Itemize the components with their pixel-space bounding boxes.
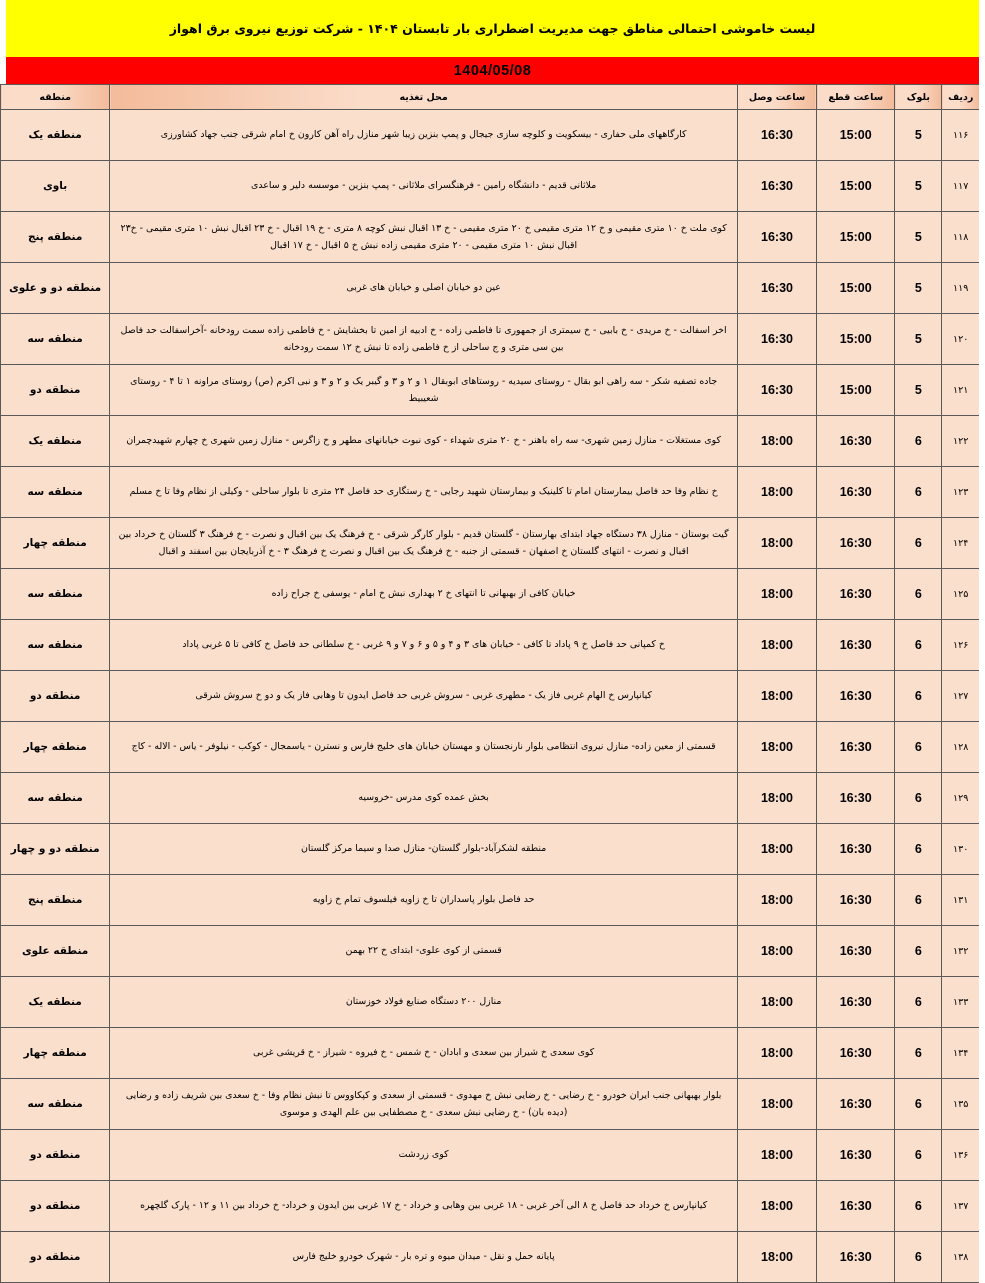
block-cell: 6 <box>895 1079 942 1130</box>
table-row <box>1 875 983 926</box>
region-cell: منطقه دو و علوی <box>1 263 110 314</box>
outage-end-cell: 18:00 <box>737 977 816 1028</box>
block-cell: 5 <box>895 212 942 263</box>
region-cell: منطقه دو <box>1 1232 110 1283</box>
block-cell: 6 <box>895 824 942 875</box>
block-cell: 6 <box>895 977 942 1028</box>
row-number-cell: ۱۲۷ <box>942 671 982 722</box>
outage-start-cell: 16:30 <box>817 467 895 518</box>
block-cell: 6 <box>895 620 942 671</box>
feed-location-cell: خیابان کافی از بهبهانی تا انتهای خ ۲ بهداری نبش خ امام - یوسفی خ جراح زاده <box>110 569 738 620</box>
feed-location-cell: کیانپارس خ خرداد حد فاصل خ ۸ الی آخر غربی - ۱۸ غربی بین وهابی و خرداد - خ ۱۷ غربی بین ایدون و خرداد- خ خرداد بین ۱۱ و ۱۲ - پارک گلچهره <box>110 1181 738 1232</box>
title-banner <box>0 0 985 57</box>
feed-location-cell: بلوار بهبهانی جنب ایران خودرو - خ رضایی - خ رضایی نبش خ مهدوی - قسمتی از سعدی و کپکاووس تا نبش نظام وفا - خ سعدی بین شریف زاده و رضایی (دیده بان) - خ رضایی نبش سعدی - خ مصطفایی بین علم الهدی و موسوی <box>110 1079 738 1130</box>
table-row <box>1 773 983 824</box>
block-cell: 6 <box>895 569 942 620</box>
table-row <box>1 365 983 416</box>
block-cell: 6 <box>895 722 942 773</box>
outage-end-cell: 18:00 <box>737 773 816 824</box>
row-number-cell: ۱۲۳ <box>942 467 982 518</box>
feed-location-cell: اخر اسفالت - خ مریدی - خ بابیی - خ سیمتری از جمهوری تا فاطمی زاده - خ ادبیه از امین تا بخشایش - خ فاطمی زاده سمت رودخانه -آخراسفالت حد فاصل بین سی متری و ج ساحلی از خ فاطمی زاده تا نبش خ ۱۲ سمت رودخانه <box>110 314 738 365</box>
header-row <box>1 85 983 110</box>
outage-start-cell: 15:00 <box>817 161 895 212</box>
outage-end-cell: 18:00 <box>737 1232 816 1283</box>
date-banner <box>0 57 985 84</box>
block-cell: 5 <box>895 161 942 212</box>
outage-end-cell: 18:00 <box>737 518 816 569</box>
feed-location-cell: منازل ۲۰۰ دستگاه صنایع فولاد خوزستان <box>110 977 738 1028</box>
outage-start-cell: 16:30 <box>817 620 895 671</box>
row-number-cell: ۱۲۵ <box>942 569 982 620</box>
region-cell: منطقه چهار <box>1 1028 110 1079</box>
row-number-cell: ۱۳۱ <box>942 875 982 926</box>
region-cell: منطقه علوی <box>1 926 110 977</box>
outage-end-cell: 16:30 <box>737 263 816 314</box>
region-cell: منطقه دو <box>1 365 110 416</box>
outage-start-cell: 15:00 <box>817 365 895 416</box>
region-cell: منطقه یک <box>1 416 110 467</box>
feed-location-cell: گیت بوستان - منازل ۳۸ دستگاه جهاد ابتدای بهارستان - گلستان قدیم - بلوار کارگر شرقی - خ فرهنگ یک بین اقبال و نصرت - خ فرهنگ ۳ گلستان خ خرداد بین اقبال و نصرت - انتهای گلستان خ اصفهان - قسمتی از جنبه - خ فرهنگ یک بین اقبال و نصرت خ فرهنگ ۳ - خ آذربایجان بین اسفند و اقبال <box>110 518 738 569</box>
outage-end-cell: 18:00 <box>737 569 816 620</box>
feed-location-cell: کوی مستغلات - منازل زمین شهری- سه راه باهنر - خ ۲۰ متری شهداء - کوی نبوت خیابانهای مطهر و خ زاگرس - منازل زمین شهری خ چهارم شهیدچمران <box>110 416 738 467</box>
row-number-cell: ۱۲۴ <box>942 518 982 569</box>
region-cell: منطقه سه <box>1 467 110 518</box>
region-cell: منطقه سه <box>1 569 110 620</box>
outage-start-cell: 15:00 <box>817 110 895 161</box>
table-row <box>1 110 983 161</box>
table-row <box>1 1232 983 1283</box>
table-row <box>1 1181 983 1232</box>
feed-location-cell: کیانپارس خ الهام غربی فاز یک - مطهری غربی - سروش غربی حد فاصل ایدون تا وهابی فاز یک و دو خ سروش شرقی <box>110 671 738 722</box>
row-number-cell: ۱۳۶ <box>942 1130 982 1181</box>
table-row <box>1 416 983 467</box>
block-cell: 6 <box>895 1232 942 1283</box>
feed-location-cell: خ کمپانی حد فاصل خ ۹ پاداد تا کافی - خیابان های ۳ و ۴ و ۵ و ۶ و ۷ و ۹ غربی - خ سلطانی حد فاصل خ کافی تا ۵ غربی پاداد <box>110 620 738 671</box>
outage-start-cell: 16:30 <box>817 1028 895 1079</box>
table-row <box>1 671 983 722</box>
table-row <box>1 161 983 212</box>
outage-end-cell: 18:00 <box>737 926 816 977</box>
block-cell: 6 <box>895 875 942 926</box>
outage-end-cell: 18:00 <box>737 1130 816 1181</box>
row-number-cell: ۱۲۹ <box>942 773 982 824</box>
row-number-cell: ۱۲۰ <box>942 314 982 365</box>
outage-end-cell: 18:00 <box>737 1028 816 1079</box>
outage-end-cell: 18:00 <box>737 467 816 518</box>
column-header-radif: ردیف <box>942 85 982 110</box>
outage-start-cell: 16:30 <box>817 416 895 467</box>
region-cell: منطقه چهار <box>1 722 110 773</box>
region-cell: منطقه سه <box>1 314 110 365</box>
feed-location-cell: کوی سعدی خ شیراز بین سعدی و ابادان - خ شمس - خ فیروه - شیراز - خ قریشی غربی <box>110 1028 738 1079</box>
block-cell: 5 <box>895 314 942 365</box>
block-cell: 6 <box>895 467 942 518</box>
region-cell: منطقه یک <box>1 977 110 1028</box>
feed-location-cell: قسمتی از کوی علوی- ابتدای خ ۲۲ بهمن <box>110 926 738 977</box>
outage-end-cell: 18:00 <box>737 1079 816 1130</box>
row-number-cell: ۱۱۶ <box>942 110 982 161</box>
table-row <box>1 1028 983 1079</box>
column-header-mantaghe: منطقه <box>1 85 110 110</box>
row-number-cell: ۱۲۲ <box>942 416 982 467</box>
outage-end-cell: 16:30 <box>737 161 816 212</box>
feed-location-cell: کوی ملت خ ۱۰ متری مقیمی و خ ۱۲ متری مقیمی خ ۲۰ متری مقیمی - خ ۱۳ اقبال نبش کوچه ۸ متری - خ ۱۹ اقبال - خ ۲۳ اقبال نبش ۱۰ متری مقیمی - خ۲۳ اقبال نبش ۱۰ متری مقیمی - ۲۰ متری مقیمی زاده نبش خ ۵ اقبال - خ ۱۷ اقبال <box>110 212 738 263</box>
table-row <box>1 314 983 365</box>
outage-end-cell: 18:00 <box>737 671 816 722</box>
column-header-mahal: محل تغذیه <box>110 85 738 110</box>
region-cell: منطقه سه <box>1 1079 110 1130</box>
block-cell: 6 <box>895 518 942 569</box>
feed-location-cell: بخش عمده کوی مدرس -خروسیه <box>110 773 738 824</box>
outage-start-cell: 16:30 <box>817 977 895 1028</box>
table-row <box>1 620 983 671</box>
outage-start-cell: 15:00 <box>817 263 895 314</box>
outage-start-cell: 16:30 <box>817 824 895 875</box>
row-number-cell: ۱۳۰ <box>942 824 982 875</box>
table-body <box>1 110 983 1283</box>
feed-location-cell: حد فاصل بلوار پاسداران تا خ زاویه فیلسوف تمام خ زاویه <box>110 875 738 926</box>
region-cell: منطقه دو <box>1 671 110 722</box>
outage-end-cell: 18:00 <box>737 824 816 875</box>
feed-location-cell: پایانه حمل و نقل - میدان میوه و تره بار - شهرک خودرو خلیج فارس <box>110 1232 738 1283</box>
row-number-cell: ۱۳۷ <box>942 1181 982 1232</box>
column-header-block: بلوک <box>895 85 942 110</box>
block-cell: 5 <box>895 263 942 314</box>
block-cell: 6 <box>895 1181 942 1232</box>
table-row <box>1 569 983 620</box>
block-cell: 6 <box>895 1028 942 1079</box>
block-cell: 5 <box>895 365 942 416</box>
row-number-cell: ۱۳۵ <box>942 1079 982 1130</box>
outage-table <box>0 84 985 1283</box>
feed-location-cell: عین دو خیابان اصلی و خیابان های غربی <box>110 263 738 314</box>
feed-location-cell: کارگاههای ملی حفاری - بیسکویت و کلوچه سازی جیجال و پمپ بنزین زیبا شهر منازل راه آهن کارون خ امام شرقی جنب جهاد کشاورزی <box>110 110 738 161</box>
row-number-cell: ۱۱۹ <box>942 263 982 314</box>
block-cell: 5 <box>895 110 942 161</box>
feed-location-cell: خ نظام وفا حد فاصل بیمارستان امام تا کلینیک و بیمارستان شهید رجایی - خ رستگاری حد فاصل ۲۴ متری تا بلوار ساحلی - وکیلی از نظام وفا تا خ مسلم <box>110 467 738 518</box>
region-cell: منطقه دو و چهار <box>1 824 110 875</box>
block-cell: 6 <box>895 926 942 977</box>
region-cell: منطقه پنج <box>1 212 110 263</box>
outage-start-cell: 16:30 <box>817 773 895 824</box>
outage-end-cell: 16:30 <box>737 365 816 416</box>
row-number-cell: ۱۳۴ <box>942 1028 982 1079</box>
block-cell: 6 <box>895 671 942 722</box>
block-cell: 6 <box>895 773 942 824</box>
outage-start-cell: 15:00 <box>817 314 895 365</box>
feed-location-cell: منطقه لشکرآباد-بلوار گلستان- منازل صدا و سیما مرکز گلستان <box>110 824 738 875</box>
feed-location-cell: جاده تصفیه شکر - سه راهی ابو بقال - روستای سیدیه - روستاهای ابوبقال ۱ و ۲ و ۳ و گیبر یک و ۲ و ۳ و نبی اکرم (ص) روستای مراونه ۱ تا ۴ - روستای شعیبیط <box>110 365 738 416</box>
outage-end-cell: 18:00 <box>737 875 816 926</box>
table-header <box>1 85 983 110</box>
outage-end-cell: 18:00 <box>737 1181 816 1232</box>
block-cell: 6 <box>895 416 942 467</box>
outage-start-cell: 16:30 <box>817 569 895 620</box>
table-row <box>1 263 983 314</box>
outage-end-cell: 16:30 <box>737 110 816 161</box>
table-row <box>1 926 983 977</box>
table-row <box>1 977 983 1028</box>
table-row <box>1 212 983 263</box>
outage-end-cell: 18:00 <box>737 722 816 773</box>
outage-start-cell: 16:30 <box>817 1181 895 1232</box>
region-cell: منطقه دو <box>1 1130 110 1181</box>
table-row <box>1 1079 983 1130</box>
outage-start-cell: 16:30 <box>817 518 895 569</box>
region-cell: منطقه پنج <box>1 875 110 926</box>
schedule-date: 1404/05/08 <box>453 62 532 79</box>
outage-start-cell: 15:00 <box>817 212 895 263</box>
table-row <box>1 518 983 569</box>
row-number-cell: ۱۳۳ <box>942 977 982 1028</box>
outage-start-cell: 16:30 <box>817 722 895 773</box>
column-header-ghat: ساعت قطع <box>817 85 895 110</box>
region-cell: منطقه یک <box>1 110 110 161</box>
page-title: لیست خاموشی احتمالی مناطق جهت مدیریت اضطراری بار تابستان ۱۴۰۴ - شرکت توزیع نیروی برق اهواز <box>169 21 816 36</box>
outage-end-cell: 16:30 <box>737 212 816 263</box>
row-number-cell: ۱۲۱ <box>942 365 982 416</box>
outage-start-cell: 16:30 <box>817 875 895 926</box>
row-number-cell: ۱۱۸ <box>942 212 982 263</box>
outage-start-cell: 16:30 <box>817 1079 895 1130</box>
outage-end-cell: 16:30 <box>737 314 816 365</box>
row-number-cell: ۱۱۷ <box>942 161 982 212</box>
region-cell: منطقه چهار <box>1 518 110 569</box>
row-number-cell: ۱۲۸ <box>942 722 982 773</box>
region-cell: باوی <box>1 161 110 212</box>
table-row <box>1 1130 983 1181</box>
table-row <box>1 467 983 518</box>
region-cell: منطقه دو <box>1 1181 110 1232</box>
row-number-cell: ۱۳۲ <box>942 926 982 977</box>
feed-location-cell: ملاثانی قدیم - دانشگاه رامین - فرهنگسرای ملاثانی - پمپ بنزین - موسسه دلیر و ساعدی <box>110 161 738 212</box>
feed-location-cell: کوی زردشت <box>110 1130 738 1181</box>
outage-start-cell: 16:30 <box>817 926 895 977</box>
block-cell: 6 <box>895 1130 942 1181</box>
feed-location-cell: قسمتی از معین زاده- منازل نیروی انتظامی بلوار نارنجستان و مهستان خیابان های خلیج فارس و نسترن - یاسمجال - کوکب - نیلوفر - یاس - الاله - کاج <box>110 722 738 773</box>
outage-start-cell: 16:30 <box>817 1130 895 1181</box>
table-row <box>1 722 983 773</box>
outage-start-cell: 16:30 <box>817 671 895 722</box>
row-number-cell: ۱۳۸ <box>942 1232 982 1283</box>
row-number-cell: ۱۲۶ <box>942 620 982 671</box>
region-cell: منطقه سه <box>1 620 110 671</box>
table-row <box>1 824 983 875</box>
outage-start-cell: 16:30 <box>817 1232 895 1283</box>
outage-end-cell: 18:00 <box>737 620 816 671</box>
outage-end-cell: 18:00 <box>737 416 816 467</box>
column-header-vasl: ساعت وصل <box>737 85 816 110</box>
region-cell: منطقه سه <box>1 773 110 824</box>
